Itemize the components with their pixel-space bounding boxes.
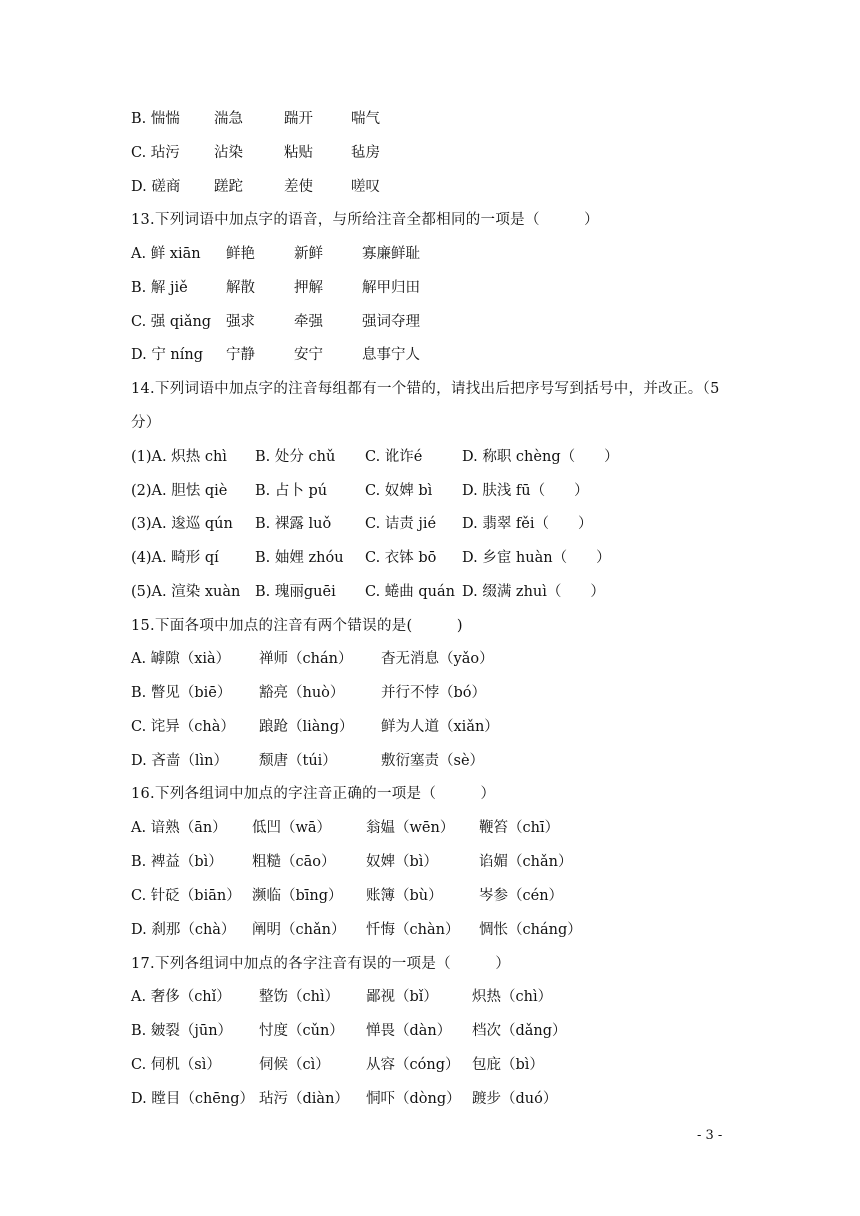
option-cell: A. 罅隙（xià） [131, 651, 231, 667]
option-cell: B. 惴惴 [131, 111, 180, 127]
question-stem [0, 208, 860, 230]
option-cell: 强求 [226, 314, 255, 330]
option-row [0, 1019, 860, 1041]
option-cell: 沾染 [214, 145, 243, 161]
option-cell: D. 翡翠 fěi（ ） [462, 516, 593, 532]
option-row [0, 310, 860, 332]
option-cell: 敷衍塞责（sè） [381, 753, 485, 769]
option-cell: (2)A. 胆怯 qiè [131, 483, 228, 499]
option-row [0, 850, 860, 872]
option-cell: D. 缀满 zhuì（ ） [462, 584, 605, 600]
option-cell: A. 奢侈（chǐ） [131, 989, 231, 1005]
option-cell: 押解 [294, 280, 323, 296]
option-cell: 新鲜 [294, 246, 323, 262]
option-cell: 解散 [226, 280, 255, 296]
option-cell: B. 皴裂（jūn） [131, 1023, 233, 1039]
option-cell: 谄媚（chǎn） [479, 854, 573, 870]
option-cell: B. 妯娌 zhóu [255, 550, 344, 566]
option-cell: C. 诧异（chà） [131, 719, 235, 735]
option-cell: 账簿（bù） [366, 888, 443, 904]
option-row [0, 681, 860, 703]
option-cell: C. 诘责 jié [365, 516, 437, 532]
option-cell: 粘贴 [284, 145, 313, 161]
question-stem [0, 782, 860, 804]
option-cell: 禅师（chán） [259, 651, 353, 667]
option-cell: C. 伺机（sì） [131, 1057, 221, 1073]
option-cell: C. 衣钵 bō [365, 550, 437, 566]
question-text: 17.下列各组词中加点的各字注音有误的一项是（ ） [131, 956, 511, 972]
option-cell: 炽热（chì） [472, 989, 553, 1005]
option-cell: (3)A. 逡巡 qún [131, 516, 233, 532]
option-cell: 踉跄（liàng） [259, 719, 354, 735]
question-text: 16.下列各组词中加点的字注音正确的一项是（ ） [131, 786, 496, 802]
option-row [0, 715, 860, 737]
option-cell: 安宁 [294, 347, 323, 363]
question-text: 15.下面各项中加点的注音有两个错误的是( ) [131, 618, 463, 634]
option-cell: 杳无消息（yǎo） [381, 651, 494, 667]
option-row [0, 242, 860, 264]
option-cell: 忖度（cǔn） [259, 1023, 344, 1039]
option-cell: 息事宁人 [362, 347, 420, 363]
option-cell: D. 瞠目（chēng） [131, 1091, 254, 1107]
option-cell: 玷污（diàn） [259, 1091, 349, 1107]
page-number: - 3 - [697, 1128, 723, 1143]
option-cell: D. 乡宦 huàn（ ） [462, 550, 611, 566]
option-cell: 豁亮（huò） [259, 685, 345, 701]
option-cell: (4)A. 畸形 qí [131, 550, 219, 566]
option-row [0, 445, 860, 467]
option-cell: B. 占卜 pú [255, 483, 328, 499]
option-cell: 寡廉鲜耻 [362, 246, 420, 262]
option-cell: (1)A. 炽热 chì [131, 449, 227, 465]
option-cell: D. 称职 chèng（ ） [462, 449, 619, 465]
option-cell: 并行不悖（bó） [381, 685, 487, 701]
option-cell: D. 宁 níng [131, 347, 204, 363]
option-cell: 湍急 [214, 111, 243, 127]
option-cell: 鞭笞（chī） [479, 820, 560, 836]
option-cell: C. 奴婢 bì [365, 483, 433, 499]
option-cell: 濒临（bīng） [252, 888, 343, 904]
question-text: 分） [131, 415, 161, 431]
option-row [0, 749, 860, 771]
option-cell: 蹉跎 [214, 179, 243, 195]
option-row [0, 107, 860, 129]
option-row [0, 479, 860, 501]
question-text: 13.下列词语中加点字的语音，与所给注音全都相同的一项是（ ） [131, 212, 599, 228]
option-cell: 奴婢（bì） [366, 854, 438, 870]
option-row [0, 918, 860, 940]
question-stem [0, 614, 860, 636]
option-cell: B. 处分 chǔ [255, 449, 336, 465]
option-cell: 鲜艳 [226, 246, 255, 262]
option-row [0, 985, 860, 1007]
option-cell: C. 强 qiǎng [131, 314, 212, 330]
question-stem [0, 377, 860, 399]
option-cell: 颓唐（túi） [259, 753, 337, 769]
option-cell: 差使 [284, 179, 313, 195]
option-cell: D. 刹那（chà） [131, 922, 236, 938]
option-cell: 宁静 [226, 347, 255, 363]
option-cell: 恫吓（dòng） [366, 1091, 461, 1107]
option-row [0, 647, 860, 669]
option-row [0, 884, 860, 906]
option-cell: C. 讹诈é [365, 449, 423, 465]
option-cell: 粗糙（cāo） [252, 854, 336, 870]
option-cell: D. 磋商 [131, 179, 181, 195]
option-cell: 阐明（chǎn） [252, 922, 346, 938]
option-row [0, 580, 860, 602]
option-cell: D. 吝啬（lìn） [131, 753, 228, 769]
option-cell: 强词夺理 [362, 314, 420, 330]
option-row [0, 1053, 860, 1075]
option-row [0, 546, 860, 568]
option-cell: 鲜为人道（xiǎn） [381, 719, 499, 735]
option-cell: 鄙视（bǐ） [366, 989, 438, 1005]
question-stem [0, 952, 860, 974]
option-cell: 忏悔（chàn） [366, 922, 460, 938]
option-row [0, 175, 860, 197]
option-cell: 整饬（chì） [259, 989, 340, 1005]
option-cell: B. 瑰丽guēi [255, 584, 336, 600]
option-cell: A. 鲜 xiān [131, 246, 201, 262]
question-text: 14.下列词语中加点字的注音每组都有一个错的，请找出后把序号写到括号中，并改正。（5 [131, 381, 720, 397]
option-cell: 低凹（wā） [252, 820, 332, 836]
option-cell: D. 肤浅 fū（ ） [462, 483, 589, 499]
option-cell: 惮畏（dàn） [366, 1023, 452, 1039]
option-cell: C. 玷污 [131, 145, 180, 161]
option-cell: B. 裸露 luǒ [255, 516, 332, 532]
option-cell: 岑参（cén） [479, 888, 564, 904]
option-row [0, 816, 860, 838]
option-cell: 踱步（duó） [472, 1091, 558, 1107]
option-cell: C. 针砭（biān） [131, 888, 241, 904]
option-cell: 从容（cóng） [366, 1057, 460, 1073]
option-row [0, 512, 860, 534]
option-cell: A. 谙熟（ān） [131, 820, 227, 836]
option-cell: B. 裨益（bì） [131, 854, 223, 870]
option-cell: 解甲归田 [362, 280, 420, 296]
option-row [0, 1087, 860, 1109]
option-cell: 牵强 [294, 314, 323, 330]
question-stem [0, 411, 860, 433]
option-cell: (5)A. 渲染 xuàn [131, 584, 241, 600]
option-cell: 踹开 [284, 111, 313, 127]
option-cell: 喘气 [351, 111, 380, 127]
option-cell: 毡房 [351, 145, 380, 161]
option-cell: B. 瞥见（biē） [131, 685, 232, 701]
option-cell: B. 解 jiě [131, 280, 188, 296]
option-cell: 嗟叹 [351, 179, 380, 195]
option-row [0, 141, 860, 163]
option-row [0, 343, 860, 365]
option-cell: C. 蜷曲 quán [365, 584, 456, 600]
option-cell: 档次（dǎng） [472, 1023, 567, 1039]
option-cell: 包庇（bì） [472, 1057, 544, 1073]
option-cell: 伺候（cì） [259, 1057, 330, 1073]
option-cell: 惆怅（cháng） [479, 922, 582, 938]
option-cell: 翁媪（wēn） [366, 820, 455, 836]
option-row [0, 276, 860, 298]
